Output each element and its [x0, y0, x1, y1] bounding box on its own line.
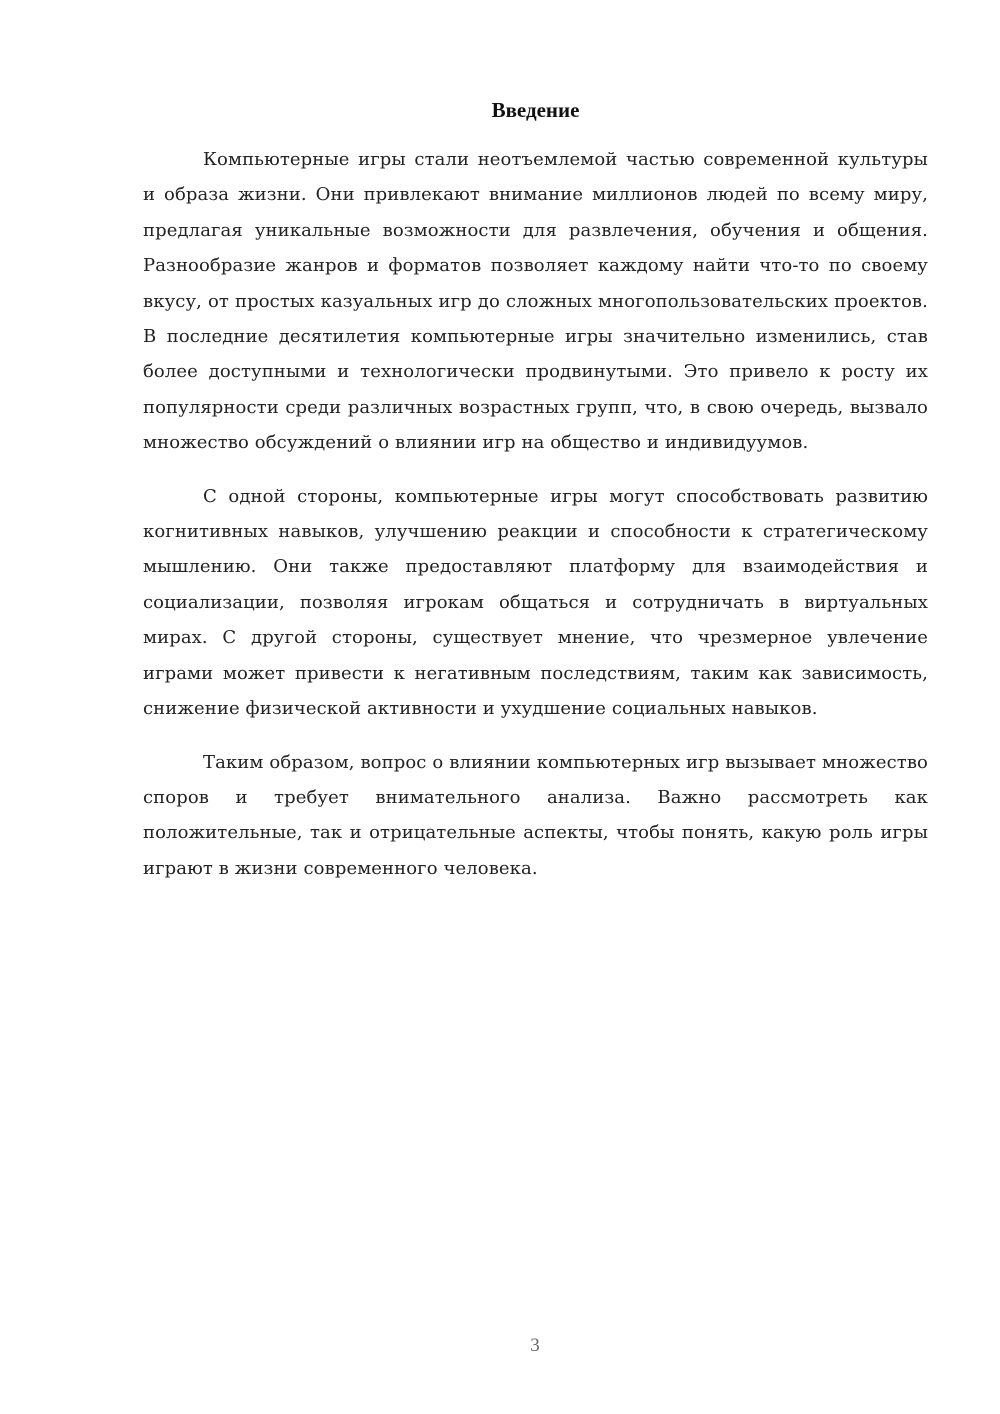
paragraph: Таким образом, вопрос о влиянии компьютерных игр вызывает множество споров и требует внимательного анализа. Важно рассмотреть как положительные, так и отрицательные аспекты, чтобы понять, какую роль игры играют в жизни современного человека.: [143, 751, 928, 879]
page-number: 3: [530, 1335, 540, 1356]
paragraph: Компьютерные игры стали неотъемлемой частью современной культуры и образа жизни. Они привлекают внимание миллионов людей по всему миру, предлагая уникальные возможности для развлечения, обучения и общения. Разнообразие жанров и форматов позволяет каждому найти что-то по своему вкусу, от простых казуальных игр до сложных многопользовательских проектов. В последние десятилетия компьютерные игры значительно изменились, став более доступными и технологически продвинутыми. Это привело к росту их популярности среди различных возрастных групп, что, в свою очередь, вызвало множество обсуждений о влиянии игр на общество и индивидуумов.: [143, 149, 928, 454]
page-title: Введение: [491, 98, 580, 122]
document-body: [143, 142, 928, 904]
paragraph: С одной стороны, компьютерные игры могут способствовать развитию когнитивных навыков, улучшению реакции и способности к стратегическому мышлению. Они также предоставляют платформу для взаимодействия и социализации, позволяя игрокам общаться и сотрудничать в виртуальных мирах. С другой стороны, существует мнение, что чрезмерное увлечение играми может привести к негативным последствиям, таким как зависимость, снижение физической активности и ухудшение социальных навыков.: [143, 485, 928, 720]
